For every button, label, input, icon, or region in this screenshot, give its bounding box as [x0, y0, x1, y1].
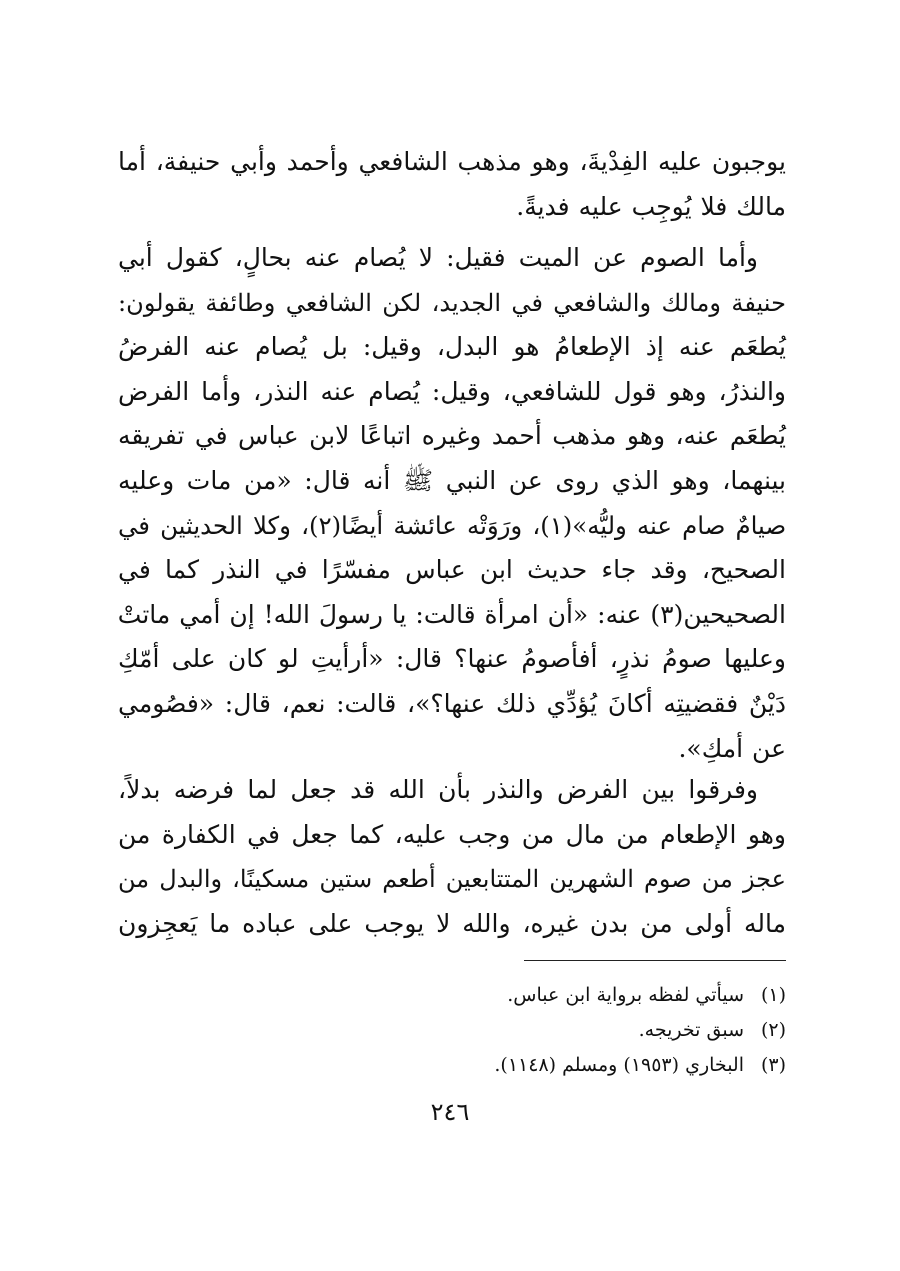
text-line: وعليها صومُ نذرٍ، أفأصومُ عنها؟ قال: «أرأيتِ لو كان على أمّكِ — [118, 644, 786, 674]
text-line: وفرقوا بين الفرض والنذر بأن الله قد جعل لما فرضه بدلاً، — [118, 775, 758, 804]
footnote-separator — [524, 960, 786, 961]
paragraph-3 — [118, 768, 786, 946]
text-line: عجز من صوم الشهرين المتتابعين أطعم ستين مسكينًا، والبدل من — [118, 865, 786, 894]
footnote-text: سيأتي لفظه برواية ابن عباس. — [507, 984, 744, 1006]
text-line: دَيْنٌ فقضيتِه أكانَ يُؤدِّي ذلك عنها؟»، قالت: نعم، قال: «فصُومي — [118, 688, 786, 718]
footnotes — [300, 978, 786, 1083]
text-line: وأما الصوم عن الميت فقيل: لا يُصام عنه بحالٍ، كقول أبي — [118, 243, 758, 272]
paragraph-2 — [118, 236, 786, 771]
text-line: والنذرُ، وهو قول للشافعي، وقيل: يُصام عنه النذر، وأما الفرض — [118, 376, 786, 406]
footnote-text: البخاري (١٩٥٣) ومسلم (١١٤٨). — [494, 1054, 744, 1076]
text-line: ماله أولى من بدن غيره، والله لا يوجب على عباده ما يَعجِزون — [118, 908, 786, 938]
text-line: يُطعَم عنه إذ الإطعامُ هو البدل، وقيل: بل يُصام عنه الفرضُ — [118, 332, 786, 362]
text-line: حنيفة ومالك والشافعي في الجديد، لكن الشافعي وطائفة يقولون: — [118, 288, 786, 317]
text-line: مالك فلا يُوجِب عليه فديةً. — [516, 191, 786, 221]
text-line: عن أمكِ». — [678, 733, 786, 763]
footnote-marker: (١) — [760, 984, 786, 1006]
footnote-marker: (٣) — [760, 1054, 786, 1076]
footnote-text: سبق تخريجه. — [638, 1019, 744, 1041]
text-line: يوجبون عليه الفِدْيةَ، وهو مذهب الشافعي وأحمد وأبي حنيفة، أما — [118, 147, 786, 176]
footnote-marker: (٢) — [760, 1019, 786, 1041]
footnote-1 — [300, 978, 786, 1013]
paragraph-1 — [118, 140, 786, 229]
text-line: يُطعَم عنه، وهو مذهب أحمد وغيره اتباعًا لابن عباس في تفريقه — [118, 421, 786, 451]
text-line: بينهما، وهو الذي روى عن النبي ﷺ أنه قال: «من مات وعليه — [118, 465, 786, 495]
text-line: صيامٌ صام عنه وليُّه»(١)، ورَوَتْه عائشة أيضًا(٢)، وكلا الحديثين في — [118, 510, 786, 540]
text-line: الصحيحين(٣) عنه: «أن امرأة قالت: يا رسولَ الله! إن أمي ماتتْ — [117, 599, 786, 629]
footnote-3 — [300, 1048, 786, 1083]
text-line: وهو الإطعام من مال من وجب عليه، كما جعل في الكفارة من — [118, 819, 786, 849]
text-line: الصحيح، وقد جاء حديث ابن عباس مفسّرًا في النذر كما في — [118, 555, 786, 585]
footnote-2 — [300, 1013, 786, 1048]
page-number: ٢٤٦ — [430, 1098, 470, 1126]
